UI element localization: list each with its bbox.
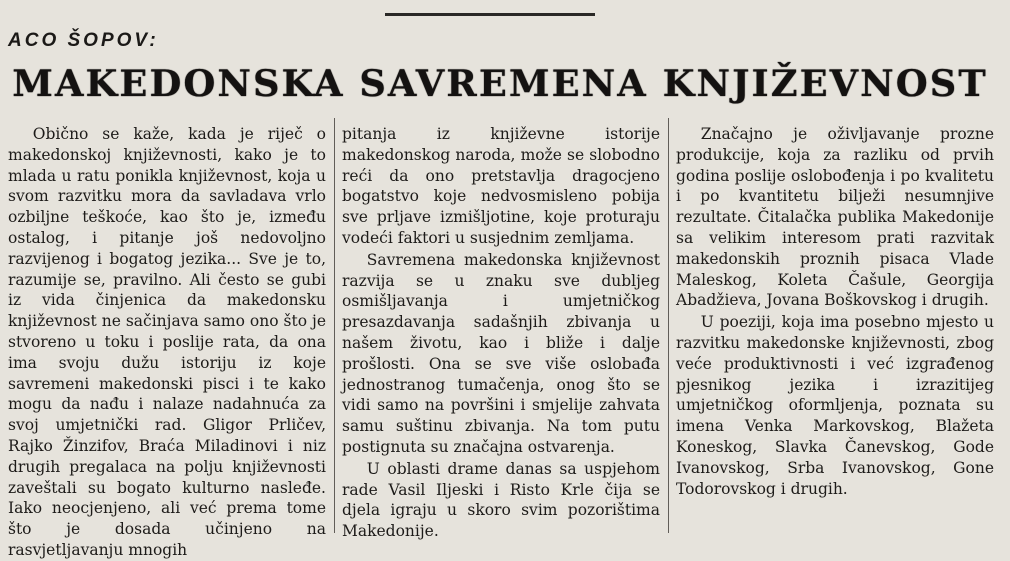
paragraph: Savremena makedonska književnost razvija se u znaku sve dubljeg osmišljavanja i umjetničkog presazdavanja sadašnjih zbivanja u našem životu, kao i bliže i dalje prošlosti. Ona se sve više oslobađa jednostranog tumačenja, onog što se vidi samo na površini i smjelije zahvata samu suštinu zbivanja. Na tom putu postignuta su značajna ostvarenja. <box>342 250 660 456</box>
paragraph: pitanja iz književne istorije makedonskog naroda, može se slobodno reći da ono pretstavlja dragocjeno bogatstvo koje nedvosmisleno pobija sve prljave izmišljotine, koje proturaju vodeći faktori u susjednim zemljama. <box>342 125 660 247</box>
top-fragment-middle <box>300 0 380 28</box>
byline: ACO ŠOPOV: <box>8 30 159 51</box>
top-fragment-left <box>0 0 40 28</box>
top-rule <box>385 13 595 16</box>
article-column-3 <box>676 124 994 534</box>
paragraph: Značajno je oživljavanje prozne produkcije, koja za razliku od prvih godina poslije oslobođenja i po kvalitetu i po kvantitetu bilježi nesumnjive rezultate. Čitalačka publika Makedonije sa velikim interesom prati razvitak makedonskih proznih pisaca Vlade Maleskog, Koleta Čašule, Georgija Abadžieva, Jovana Boškovskog i drugih. <box>676 125 994 310</box>
paragraph: Obično se kaže, kada je riječ o makedonskoj književnosti, kako je to mlada u ratu ponikla književnost, koja u svom razvitku mora da savladava vrlo ozbiljne teškoće, kao što je, između ostalog, i pitanje još nedovoljno razvijenog i bogatog jezika... Sve je to, razumije se, pravilno. Ali često se gubi iz vida činjenica da makedonsku književnost ne sačinjava samo ono što je stvoreno u toku i poslije rata, da ona ima svoju dužu istoriju iz koje savremeni makedonski pisci i te kako mogu da nađu i nalaze nadahnuća za svoj umjetnički rad. Gligor Prličev, Rajko Žinzifov, Braća Miladinovi i niz drugih pregalaca na polju književnosti zaveštali su bogato kulturno nasleđe. Iako neocjenjeno, ali već prema tome što je dosada učinjeno na rasvjetljavanju mnogih <box>8 125 326 559</box>
article-column-2 <box>342 124 660 541</box>
column-rule-1 <box>334 118 335 533</box>
headline: MAKEDONSKA SAVREMENA KNJIŽEVNOST <box>12 63 988 105</box>
column-rule-2 <box>668 118 669 533</box>
article-column-1 <box>8 124 326 559</box>
top-fragment-right <box>600 0 1000 28</box>
paragraph: U poeziji, koja ima posebno mjesto u razvitku makedonske književnosti, zbog veće produktivnosti i već izgrađenog pjesnikog jezika i izrazitijeg umjetničkog oformljenja, poznata su imena Venka Markovskog, Blažeta Koneskog, Slavka Čanevskog, Gode Ivanovskog, Srba Ivanovskog, Gone Todorovskog i drugih. <box>676 313 994 498</box>
paragraph: U oblasti drame danas sa uspjehom rade Vasil Iljeski i Risto Krle čija se djela igraju u skoro svim pozorištima Makedonije. <box>342 459 660 541</box>
